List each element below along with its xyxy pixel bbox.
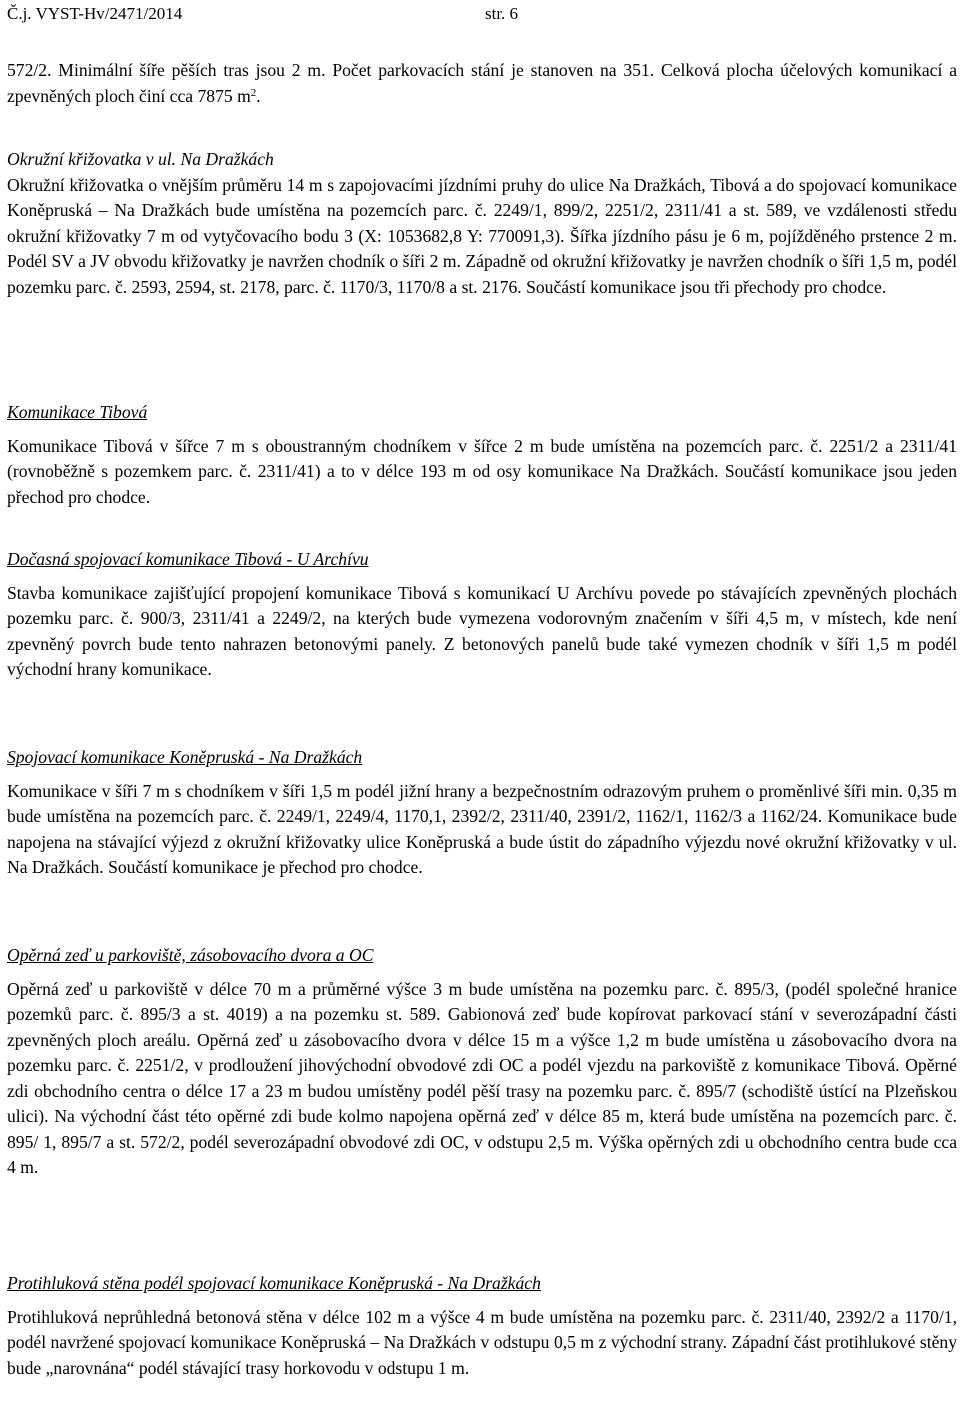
section-heading: Opěrná zeď u parkoviště, zásobovacího dvora a OC bbox=[7, 945, 374, 965]
section-retaining-wall bbox=[7, 943, 957, 1181]
intro-tail: . bbox=[256, 85, 261, 106]
section-noise-barrier bbox=[7, 1271, 957, 1381]
section-body: Protihluková neprůhledná betonová stěna v délce 102 m a výšce 4 m bude umístěna na pozemku parc. č. 2311/40, 2392/2 a 1170/1, podél navržené spojovací komunikace Koněpruská – Na Dražkách v odstupu 0,5 m z východní strany. Západní část protihlukové stěny bude „narovnána“ podél stávající trasy horkovodu v odstupu 1 m. bbox=[7, 1306, 957, 1378]
section-temporary-road bbox=[7, 547, 957, 683]
section-body: Komunikace Tibová v šířce 7 m s oboustranným chodníkem v šířce 2 m bude umístěna na pozemcích parc. č. 2251/2 a 2311/41 (rovnoběžně s pozemkem parc. č. 2311/41) a to v délce 193 m od osy komunikace Na Dražkách. Součástí komunikace jsou jeden přechod pro chodce. bbox=[7, 435, 957, 507]
section-heading: Protihluková stěna podél spojovací komunikace Koněpruská - Na Dražkách bbox=[7, 1273, 541, 1293]
intro-text: 572/2. Minimální šíře pěších tras jsou 2 m. Počet parkovacích stání je stanoven na 351. Celková plocha účelových komunikací a zpevněných ploch činí cca 7875 m bbox=[7, 60, 957, 106]
intro-paragraph bbox=[7, 58, 957, 109]
section-body: Opěrná zeď u parkoviště v délce 70 m a průměrné výšce 3 m bude umístěna na pozemku parc. č. 895/3, (podél společné hranice pozemků parc. č. 895/3 a st. 4019) a na pozemku st. 589. Gabionová zeď bude kopírovat parkovací stání v severozápadní části zpevněných ploch areálu. Opěrná zeď u zásobovacího dvora v délce 15 m a výšce 1,2 m bude umístěna u zásobovacího dvora na pozemku parc. č. 2251/2, v prodloužení jihovýchodní obvodové zdi OC a podél vjezdu na parkoviště z komunikace Tibová. Opěrné zdi obchodního centra o délce 17 a 23 m budou umístěny podél pěší trasy na pozemku parc. č. 895/7 (schodiště ústící na Plzeňskou ulici). Na východní část této opěrné zdi bude kolmo napojena opěrná zeď v délce 85 m, která bude umístěna na pozemcích parc. č. 895/ 1, 895/7 a st. 572/2, podél severozápadní obvodové zdi OC, v odstupu 2,5 m. Výška opěrných zdi u obchodního centra bude cca 4 m. bbox=[7, 978, 957, 1177]
section-connecting-road bbox=[7, 745, 957, 881]
section-heading: Dočasná spojovací komunikace Tibová - U Archívu bbox=[7, 549, 369, 569]
section-tibova bbox=[7, 400, 957, 510]
section-body: Komunikace v šíři 7 m s chodníkem v šíři 1,5 m podél jižní hrany a bezpečnostním odrazovým pruhem o proměnlivé šíři min. 0,35 m bude umístěna na pozemcích parc. č. 2249/1, 2249/4, 1170,1, 2392/2, 2311/40, 2391/2, 1162/1, 1162/3 a 1162/24. Komunikace bude napojena na stávající výjezd z okružní křižovatky ulice Koněpruská a bude ústit do západního výjezdu nové okružní křižovatky v ul. Na Dražkách. Součástí komunikace je přechod pro chodce. bbox=[7, 780, 957, 877]
intro-section bbox=[7, 58, 957, 109]
area-unit-superscript: 2 bbox=[250, 86, 257, 99]
section-heading: Komunikace Tibová bbox=[7, 402, 148, 422]
document-reference: Č.j. VYST-Hv/2471/2014 bbox=[7, 4, 183, 23]
page-number: str. 6 bbox=[485, 4, 519, 23]
section-body: Stavba komunikace zajišťující propojení komunikace Tibová s komunikací U Archívu povede po stávajících zpevněných plochách pozemku parc. č. 900/3, 2311/41 a 2249/2, na kterých bude vymezena vodorovným značením v šíři 4,5 m, v místech, kde není zpevněný povrch bude tento nahrazen betonovými panely. Z betonových panelů bude také vymezen chodník v šíři 1,5 m podél východní hrany komunikace. bbox=[7, 582, 957, 679]
section-heading: Okružní křižovatka v ul. Na Dražkách bbox=[7, 149, 274, 169]
section-roundabout bbox=[7, 147, 957, 300]
section-body: Okružní křižovatka o vnějším průměru 14 m s zapojovacími jízdními pruhy do ulice Na Dražkách, Tibová a do spojovací komunikace Koněpruská – Na Dražkách bude umístěna na pozemcích parc. č. 2249/1, 899/2, 2251/2, 2311/41 a st. 589, ve vzdálenosti středu okružní křižovatky 7 m od vytyčovacího bodu 3 (X: 1053682,8 Y: 770091,3). Šířka jízdního pásu je 6 m, pojížděného prstence 2 m. Podél SV a JV obvodu křižovatky je navržen chodník o šíři 2 m. Západně od okružní křižovatky je navržen chodník o šíři 1,5 m, podél pozemku parc. č. 2593, 2594, st. 2178, parc. č. 1170/3, 1170/8 a st. 2176. Součástí komunikace jsou tři přechody pro chodce. bbox=[7, 174, 957, 297]
section-heading: Spojovací komunikace Koněpruská - Na Dražkách bbox=[7, 747, 363, 767]
page-header bbox=[7, 2, 519, 26]
